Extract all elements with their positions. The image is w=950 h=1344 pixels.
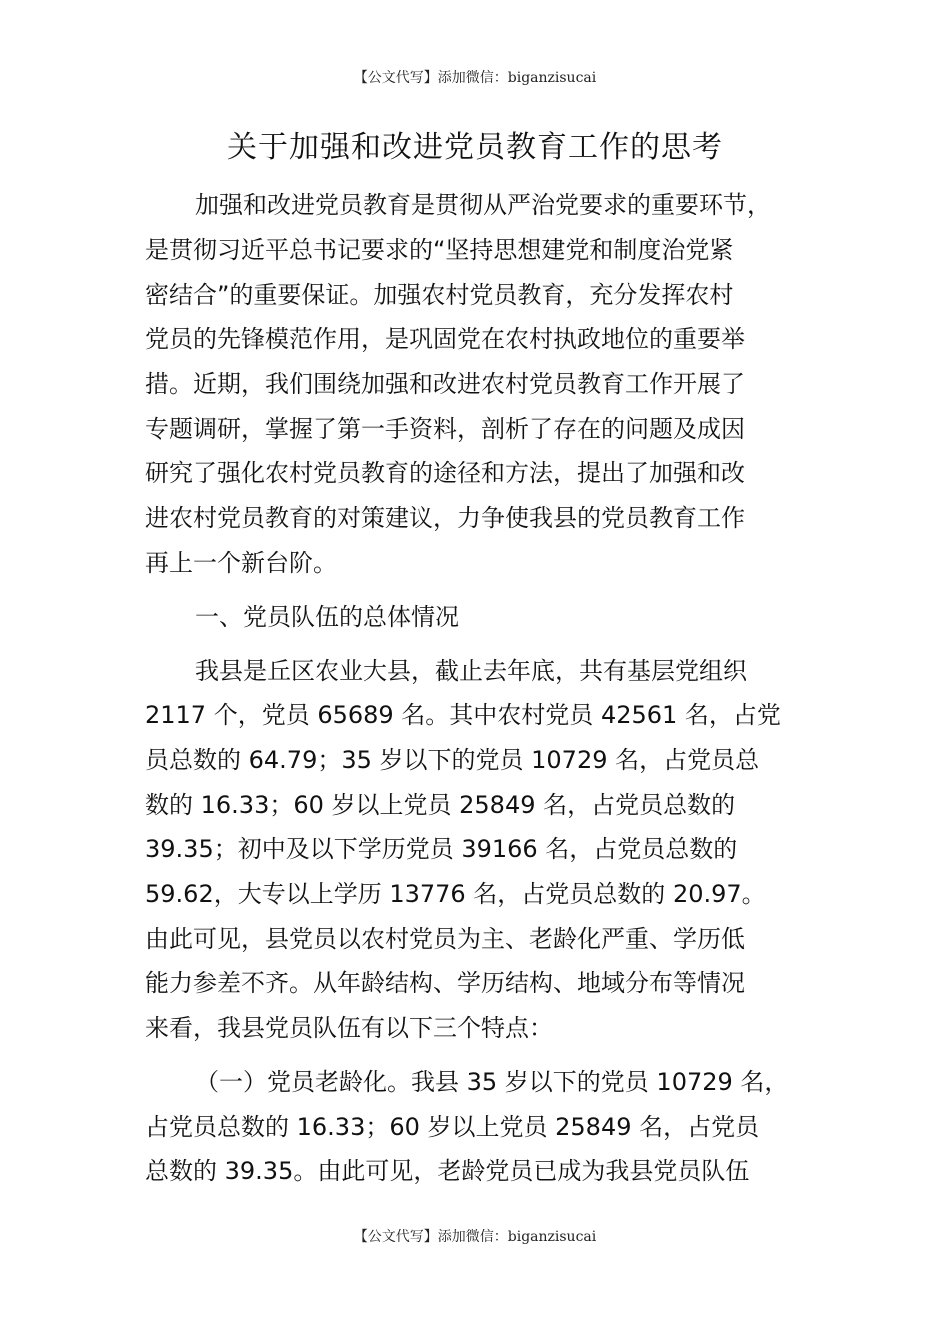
body-line: 总数的 39.35。由此可见，老龄党员已成为我县党员队伍 — [145, 1157, 750, 1185]
body-line: 39.35；初中及以下学历党员 39166 名，占党员总数的 — [145, 835, 738, 863]
body-line: 我县是丘区农业大县，截止去年底，共有基层党组织 — [195, 657, 747, 685]
body-line: 能力参差不齐。从年龄结构、学历结构、地域分布等情况 — [145, 969, 745, 997]
section-heading: 一、党员队伍的总体情况 — [195, 603, 459, 631]
body-line: 由此可见，县党员以农村党员为主、老龄化严重、学历低 — [145, 925, 745, 953]
body-line: 专题调研，掌握了第一手资料，剖析了存在的问题及成因 — [145, 415, 745, 443]
header-banner: 【公文代写】添加微信：biganzisucai — [353, 70, 597, 86]
body-line: 研究了强化农村党员教育的途径和方法，提出了加强和改 — [145, 459, 745, 487]
body-line: 2117 个，党员 65689 名。其中农村党员 42561 名，占党 — [145, 701, 781, 729]
body-line: 密结合”的重要保证。加强农村党员教育，充分发挥农村 — [145, 281, 734, 309]
body-line: 数的 16.33；60 岁以上党员 25849 名，占党员总数的 — [145, 791, 736, 819]
body-line: 加强和改进党员教育是贯彻从严治党要求的重要环节， — [195, 191, 771, 219]
body-line: 来看，我县党员队伍有以下三个特点： — [145, 1014, 553, 1042]
body-line: 59.62，大专以上学历 13776 名，占党员总数的 20.97。 — [145, 880, 766, 908]
body-line: 进农村党员教育的对策建议，力争使我县的党员教育工作 — [145, 504, 745, 532]
body-line: 员总数的 64.79；35 岁以下的党员 10729 名，占党员总 — [145, 746, 760, 774]
body-line: 措。近期，我们围绕加强和改进农村党员教育工作开展了 — [145, 370, 745, 398]
body-line: （一）党员老龄化。我县 35 岁以下的党员 10729 名， — [195, 1068, 789, 1096]
footer-banner: 【公文代写】添加微信：biganzisucai — [353, 1229, 597, 1245]
body-line: 再上一个新台阶。 — [145, 549, 337, 577]
body-line: 占党员总数的 16.33；60 岁以上党员 25849 名，占党员 — [145, 1113, 760, 1141]
body-line: 是贯彻习近平总书记要求的“坚持思想建党和制度治党紧 — [145, 236, 734, 264]
document-title: 关于加强和改进党员教育工作的思考 — [227, 130, 723, 165]
body-line: 党员的先锋模范作用，是巩固党在农村执政地位的重要举 — [145, 325, 745, 353]
